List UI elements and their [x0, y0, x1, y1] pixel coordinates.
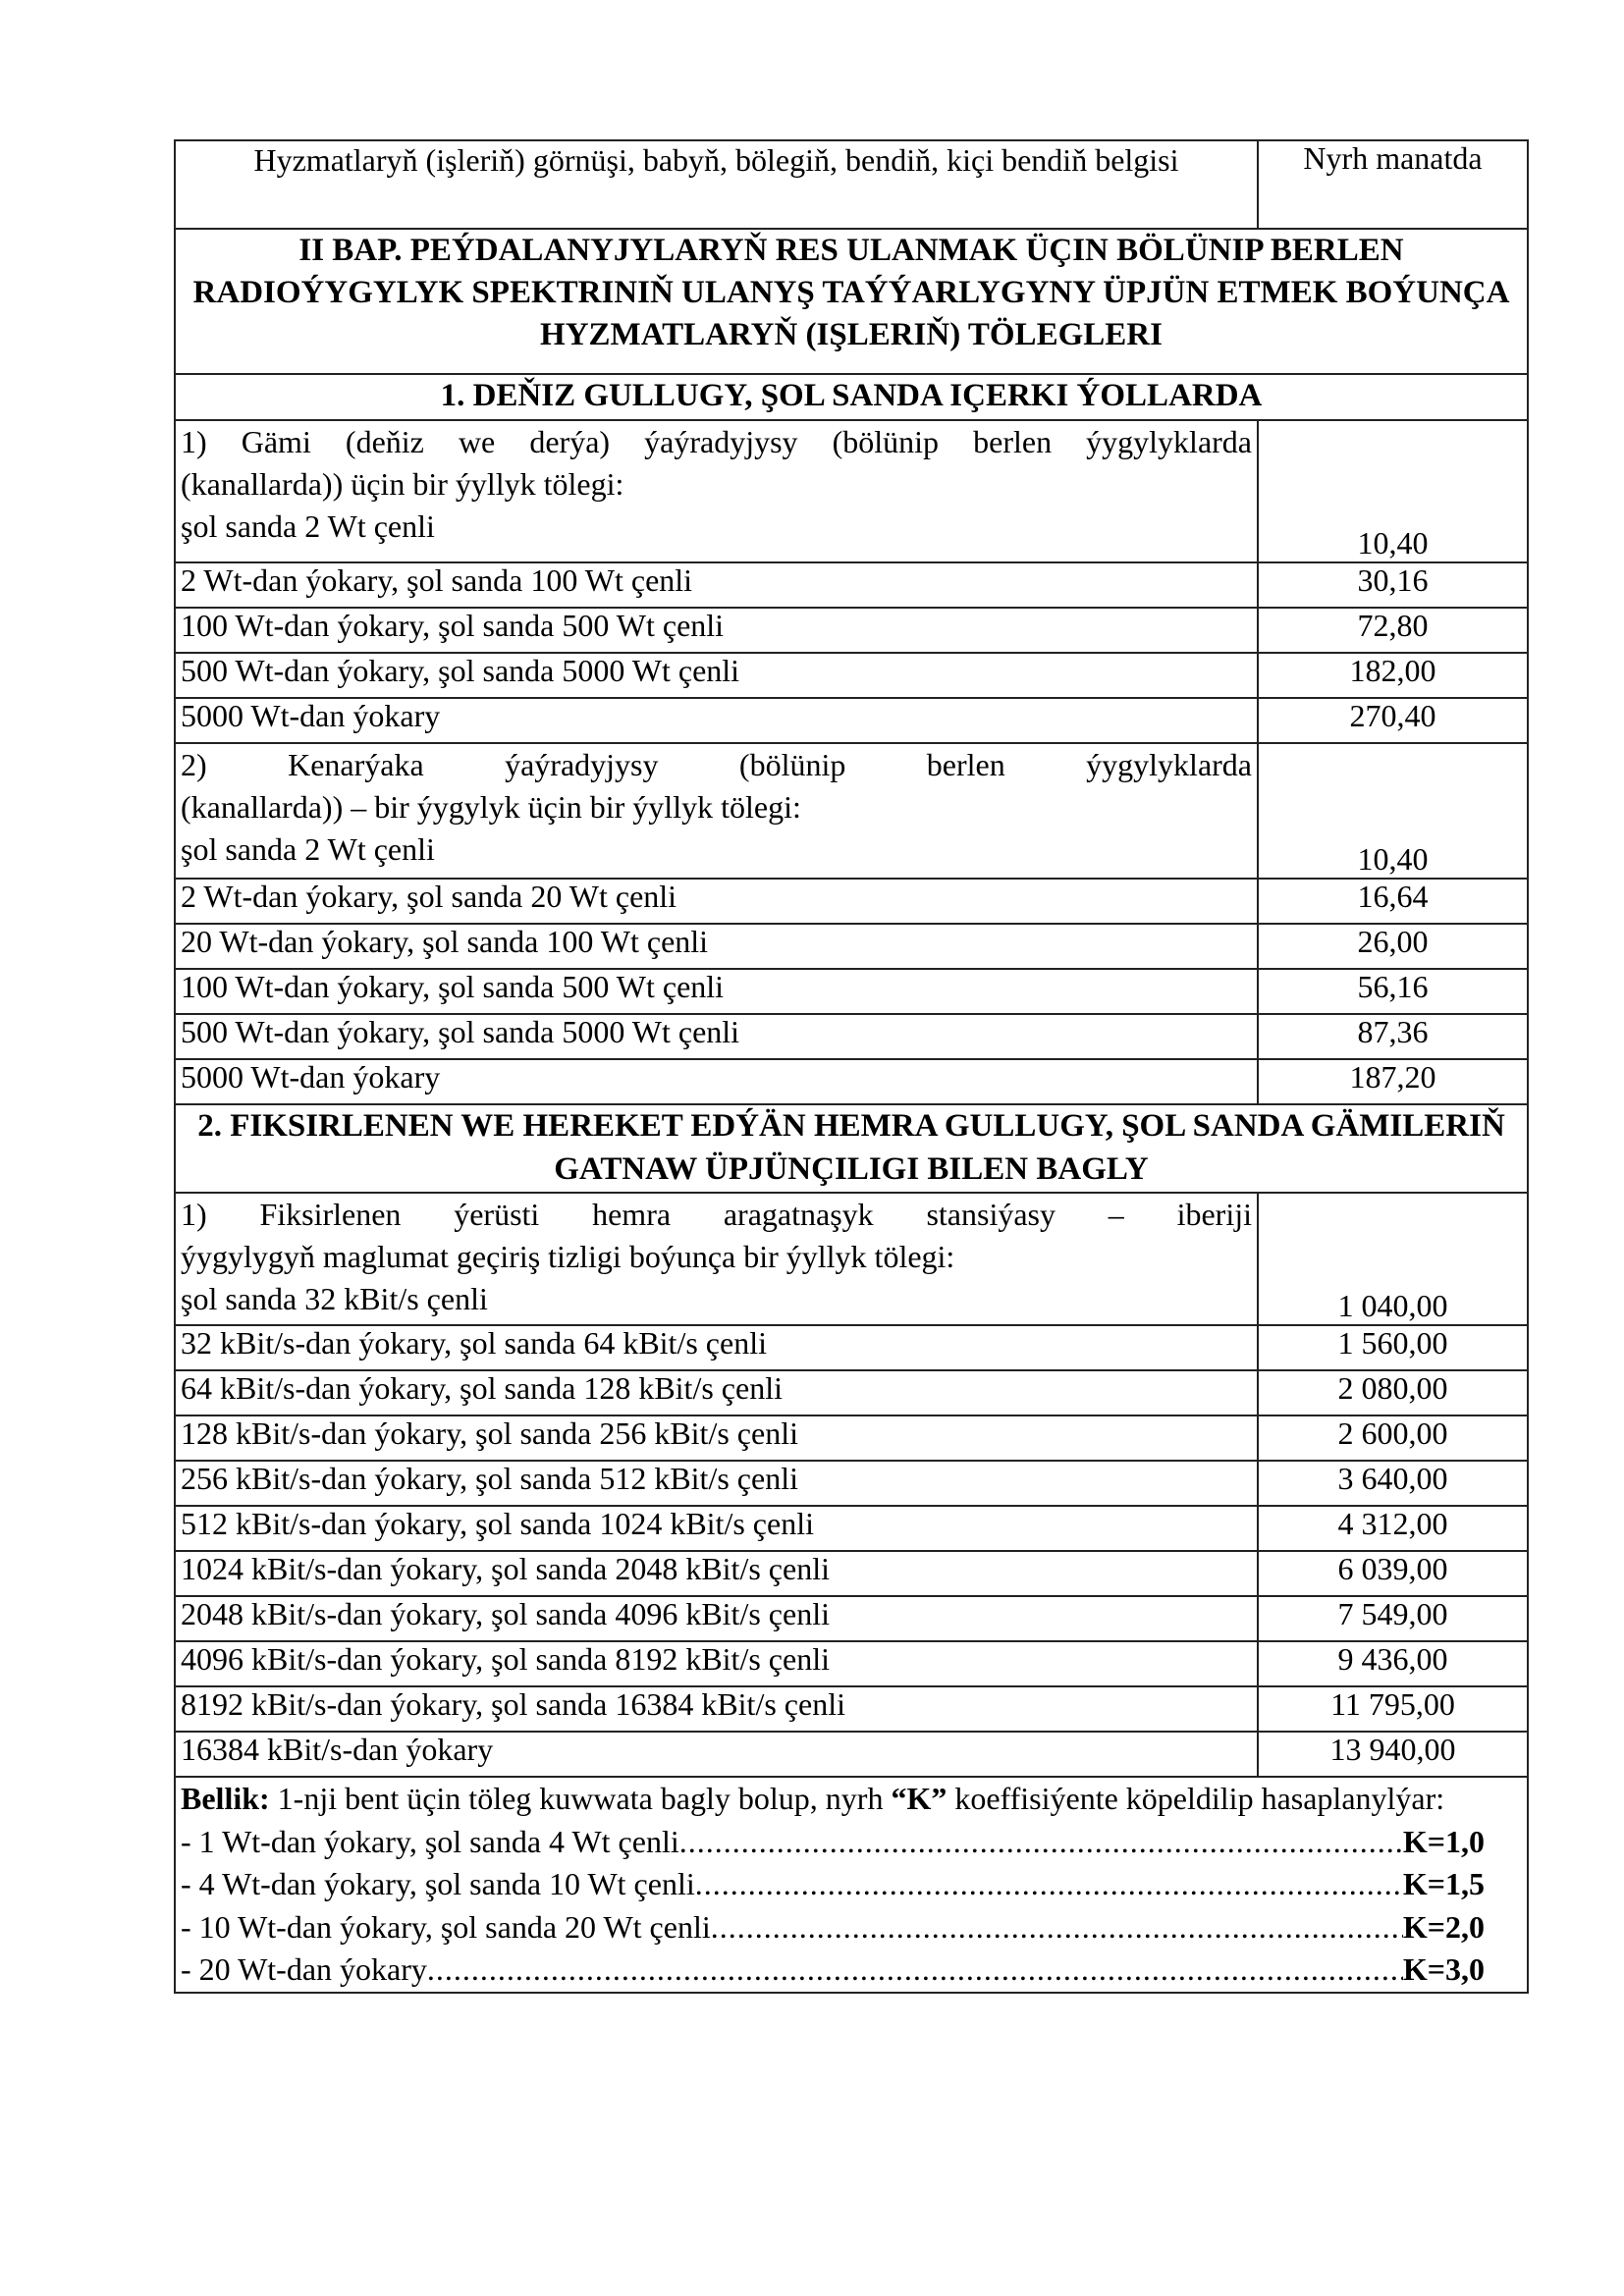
row-label: 2 Wt-dan ýokary, şol sanda 20 Wt çenli: [175, 879, 1258, 924]
table-row: [175, 743, 1528, 879]
table-row: [175, 1193, 1528, 1325]
row-label: 100 Wt-dan ýokary, şol sanda 500 Wt çenli: [175, 608, 1258, 653]
row-price: 7 549,00: [1258, 1596, 1528, 1641]
row-price: 30,16: [1258, 562, 1528, 608]
table-row: [175, 1732, 1528, 1777]
row-price: 16,64: [1258, 879, 1528, 924]
coefficient-range: - 20 Wt-dan ýokary: [181, 1951, 427, 1988]
note-label: Bellik:: [181, 1781, 270, 1816]
note-text-before: 1-nji bent üçin töleg kuwwata bagly bolup, nyrh: [269, 1781, 892, 1816]
coefficient-range: - 10 Wt-dan ýokary, şol sanda 20 Wt çenli: [181, 1908, 711, 1945]
item-intro: 2) Kenarýaka ýaýradyjysy (bölünip berlen ýygylyklarda: [181, 747, 1252, 782]
section-title: 2. FIKSIRLENEN WE HEREKET EDÝÄN HEMRA GULLUGY, ŞOL SANDA GÄMILERIŇ GATNAW ÜPJÜNÇILIGI BILEN BAGLY: [175, 1104, 1528, 1193]
table-row: [175, 1686, 1528, 1732]
dot-leader: [711, 1906, 1403, 1949]
row-label: 4096 kBit/s-dan ýokary, şol sanda 8192 kBit/s çenli: [175, 1641, 1258, 1686]
row-price: 10,40: [1258, 743, 1528, 879]
table-row: [175, 1551, 1528, 1596]
chapter-title: II BAP. PEÝDALANYJYLARYŇ RES ULANMAK ÜÇIN BÖLÜNIP BERLEN RADIOÝYGYLYK SPEKTRINIŇ ULANYŞ TAÝÝARLYGYNY ÜPJÜN ETMEK BOÝUNÇA HYZMATLARYŇ (IŞLERIŇ) TÖLEGLERI: [175, 229, 1528, 374]
coefficient-line: [181, 1906, 1522, 1949]
table-row: [175, 1506, 1528, 1551]
item-intro: 1) Fiksirlenen ýerüsti hemra aragatnaşyk stansiýasy – iberiji: [181, 1197, 1252, 1232]
header-price: Nyrh manatda: [1258, 140, 1528, 229]
coefficient-range: - 1 Wt-dan ýokary, şol sanda 4 Wt çenli: [181, 1823, 679, 1859]
table-row: [175, 698, 1528, 743]
coefficient-value: K=1,5: [1402, 1866, 1485, 1902]
dot-leader: [695, 1863, 1403, 1906]
row-label: 2048 kBit/s-dan ýokary, şol sanda 4096 kBit/s çenli: [175, 1596, 1258, 1641]
row-label: 100 Wt-dan ýokary, şol sanda 500 Wt çenli: [175, 969, 1258, 1014]
row-price: 11 795,00: [1258, 1686, 1528, 1732]
row-price: 13 940,00: [1258, 1732, 1528, 1777]
row-price: 56,16: [1258, 969, 1528, 1014]
row-label: 1024 kBit/s-dan ýokary, şol sanda 2048 kBit/s çenli: [175, 1551, 1258, 1596]
row-price: 1 040,00: [1258, 1193, 1528, 1325]
item-intro: 1) Gämi (deňiz we derýa) ýaýradyjysy (bölünip berlen ýygylyklarda: [181, 424, 1252, 459]
item-intro-cont: (kanallarda)) üçin bir ýyllyk tölegi:: [181, 466, 624, 503]
coefficient-value: K=2,0: [1402, 1908, 1485, 1945]
row-label: 16384 kBit/s-dan ýokary: [175, 1732, 1258, 1777]
row-price: 4 312,00: [1258, 1506, 1528, 1551]
row-label: 500 Wt-dan ýokary, şol sanda 5000 Wt çenli: [175, 653, 1258, 698]
row-price: 9 436,00: [1258, 1641, 1528, 1686]
item-description: [175, 1193, 1258, 1325]
note-cell: [175, 1777, 1528, 1993]
table-row: [175, 420, 1528, 562]
row-label: 128 kBit/s-dan ýokary, şol sanda 256 kBit/s çenli: [175, 1415, 1258, 1461]
item-intro-cont: ýygylygyň maglumat geçiriş tizligi boýunça bir ýyllyk tölegi:: [181, 1239, 955, 1275]
row-price: 3 640,00: [1258, 1461, 1528, 1506]
row-price: 2 600,00: [1258, 1415, 1528, 1461]
table-row: [175, 1370, 1528, 1415]
item-description: [175, 743, 1258, 879]
coefficient-line: [181, 1863, 1522, 1906]
row-label: 20 Wt-dan ýokary, şol sanda 100 Wt çenli: [175, 924, 1258, 969]
row-label: şol sanda 32 kBit/s çenli: [181, 1281, 488, 1317]
section-heading-row: [175, 374, 1528, 420]
row-label: şol sanda 2 Wt çenli: [181, 508, 435, 545]
row-label: 8192 kBit/s-dan ýokary, şol sanda 16384 kBit/s çenli: [175, 1686, 1258, 1732]
table-row: [175, 1596, 1528, 1641]
note-intro: [181, 1778, 1522, 1821]
row-price: 6 039,00: [1258, 1551, 1528, 1596]
row-price: 72,80: [1258, 608, 1528, 653]
row-price: 1 560,00: [1258, 1325, 1528, 1370]
row-price: 270,40: [1258, 698, 1528, 743]
item-intro-cont: (kanallarda)) – bir ýygylyk üçin bir ýyllyk tölegi:: [181, 789, 801, 826]
row-price: 10,40: [1258, 420, 1528, 562]
row-price: 26,00: [1258, 924, 1528, 969]
chapter-row: [175, 229, 1528, 374]
table-row: [175, 653, 1528, 698]
row-price: 187,20: [1258, 1059, 1528, 1104]
row-label: 32 kBit/s-dan ýokary, şol sanda 64 kBit/s çenli: [175, 1325, 1258, 1370]
row-label: 5000 Wt-dan ýokary: [175, 698, 1258, 743]
section-heading-row: [175, 1104, 1528, 1193]
coefficient-line: [181, 1949, 1522, 1992]
table-row: [175, 1461, 1528, 1506]
table-header-row: [175, 140, 1528, 229]
table-row: [175, 1415, 1528, 1461]
row-label: 2 Wt-dan ýokary, şol sanda 100 Wt çenli: [175, 562, 1258, 608]
table-row: [175, 1059, 1528, 1104]
dot-leader: [679, 1821, 1403, 1864]
note-row: [175, 1777, 1528, 1993]
row-label: 256 kBit/s-dan ýokary, şol sanda 512 kBit/s çenli: [175, 1461, 1258, 1506]
coefficient-value: K=3,0: [1402, 1951, 1485, 1988]
fee-table: [174, 139, 1529, 1994]
note-text-after: koeffisiýente köpeldilip hasaplanylýar:: [947, 1781, 1445, 1816]
dot-leader: [427, 1949, 1403, 1992]
table-row: [175, 879, 1528, 924]
row-label: 512 kBit/s-dan ýokary, şol sanda 1024 kBit/s çenli: [175, 1506, 1258, 1551]
table-row: [175, 608, 1528, 653]
header-service-type: Hyzmatlaryň (işleriň) görnüşi, babyň, bölegiň, bendiň, kiçi bendiň belgisi: [175, 140, 1258, 229]
table-row: [175, 1014, 1528, 1059]
row-label: 5000 Wt-dan ýokary: [175, 1059, 1258, 1104]
row-price: 87,36: [1258, 1014, 1528, 1059]
table-row: [175, 969, 1528, 1014]
note-k-symbol: “K”: [891, 1781, 947, 1816]
row-price: 182,00: [1258, 653, 1528, 698]
table-row: [175, 1325, 1528, 1370]
coefficient-range: - 4 Wt-dan ýokary, şol sanda 10 Wt çenli: [181, 1866, 695, 1902]
table-row: [175, 562, 1528, 608]
row-label: şol sanda 2 Wt çenli: [181, 831, 435, 868]
table-row: [175, 1641, 1528, 1686]
coefficient-value: K=1,0: [1402, 1823, 1485, 1859]
item-description: [175, 420, 1258, 562]
section-title: 1. DEŇIZ GULLUGY, ŞOL SANDA IÇERKI ÝOLLARDA: [175, 374, 1528, 420]
row-label: 64 kBit/s-dan ýokary, şol sanda 128 kBit/s çenli: [175, 1370, 1258, 1415]
row-price: 2 080,00: [1258, 1370, 1528, 1415]
coefficient-line: [181, 1821, 1522, 1864]
row-label: 500 Wt-dan ýokary, şol sanda 5000 Wt çenli: [175, 1014, 1258, 1059]
table-row: [175, 924, 1528, 969]
